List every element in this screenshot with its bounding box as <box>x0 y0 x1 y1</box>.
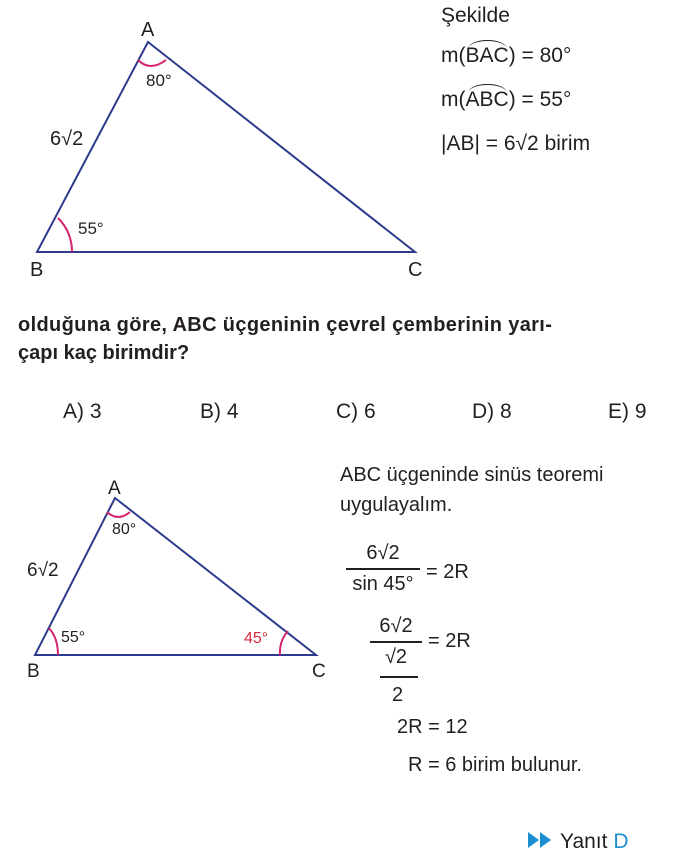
question-line-1: olduğuna göre, ABC üçgeninin çevrel çemberinin yarı- <box>18 314 553 336</box>
choice-a[interactable]: A) 3 <box>63 400 102 423</box>
fraction-1-bar <box>346 568 420 570</box>
solution-step-3: 2R = 12 <box>397 716 468 738</box>
vertex-b-label-1: B <box>30 259 44 281</box>
solution-step-4: R = 6 birim bulunur. <box>408 754 582 776</box>
angle-c-value-2: 45° <box>244 630 269 647</box>
vertex-c-label-1: C <box>408 259 423 281</box>
fraction-2-denominator-bottom: 2 <box>392 684 404 706</box>
angle-b-value-1: 55° <box>78 219 104 238</box>
equals-2r-1: = 2R <box>426 561 469 583</box>
vertex-c-label-2: C <box>312 661 326 682</box>
vertex-a-label-2: A <box>108 478 121 499</box>
given-intro: Şekilde <box>441 4 510 27</box>
choice-c[interactable]: C) 6 <box>336 400 376 423</box>
solution-line-2: uygulayalım. <box>340 494 453 516</box>
angle-arc-a-1 <box>138 60 166 66</box>
question-line-2: çapı kaç birimdir? <box>18 342 190 364</box>
given-angle-abc <box>441 88 571 112</box>
given-angle-bac <box>441 44 571 68</box>
angle-arc-b-2 <box>49 628 58 655</box>
triangle-figure-1 <box>0 0 430 285</box>
given-angle-bac-prefix: m( <box>441 44 466 67</box>
solution-line-1: ABC üçgeninde sinüs teoremi <box>340 464 604 486</box>
given-side-ab: |AB| = 6√2 birim <box>441 132 591 155</box>
play-arrow-icon <box>528 832 539 848</box>
given-angle-bac-suffix: ) = 80° <box>508 44 572 67</box>
triangle-figure-2 <box>0 470 340 685</box>
choice-b[interactable]: B) 4 <box>200 400 239 423</box>
given-angle-bac-name: BAC <box>465 44 509 67</box>
side-ab-value-2: 6√2 <box>27 560 59 581</box>
fraction-2-numerator: 6√2 <box>379 615 413 637</box>
angle-arc-a-2 <box>107 512 130 517</box>
fraction-2-denominator-top: √2 <box>384 645 408 668</box>
angle-arc-b-1 <box>58 218 72 252</box>
given-angle-abc-prefix: m( <box>441 88 466 111</box>
answer-label: Yanıt <box>560 830 608 853</box>
angle-a-value-1: 80° <box>146 71 172 90</box>
given-angle-abc-suffix: ) = 55° <box>508 88 572 111</box>
angle-a-value-2: 80° <box>112 521 137 538</box>
play-arrow-icon <box>540 832 551 848</box>
equals-2r-2: = 2R <box>428 630 471 652</box>
sine-rule-fraction-1 <box>346 542 420 596</box>
vertex-a-label-1: A <box>141 19 155 41</box>
answer-letter: D <box>613 830 629 853</box>
given-angle-abc-name: ABC <box>465 88 509 111</box>
sine-rule-fraction-2 <box>370 615 422 669</box>
choice-e[interactable]: E) 9 <box>608 400 647 423</box>
side-ab-value-1: 6√2 <box>50 128 84 150</box>
choice-d[interactable]: D) 8 <box>472 400 512 423</box>
angle-arc-c-2 <box>280 631 288 655</box>
fraction-2-inner-bar <box>380 676 418 678</box>
angle-b-value-2: 55° <box>61 629 86 646</box>
answer-indicator <box>528 830 629 854</box>
fraction-2-bar <box>370 641 422 643</box>
fraction-1-numerator: 6√2 <box>366 542 400 564</box>
fraction-1-denominator: sin 45° <box>352 572 414 595</box>
vertex-b-label-2: B <box>27 661 40 682</box>
